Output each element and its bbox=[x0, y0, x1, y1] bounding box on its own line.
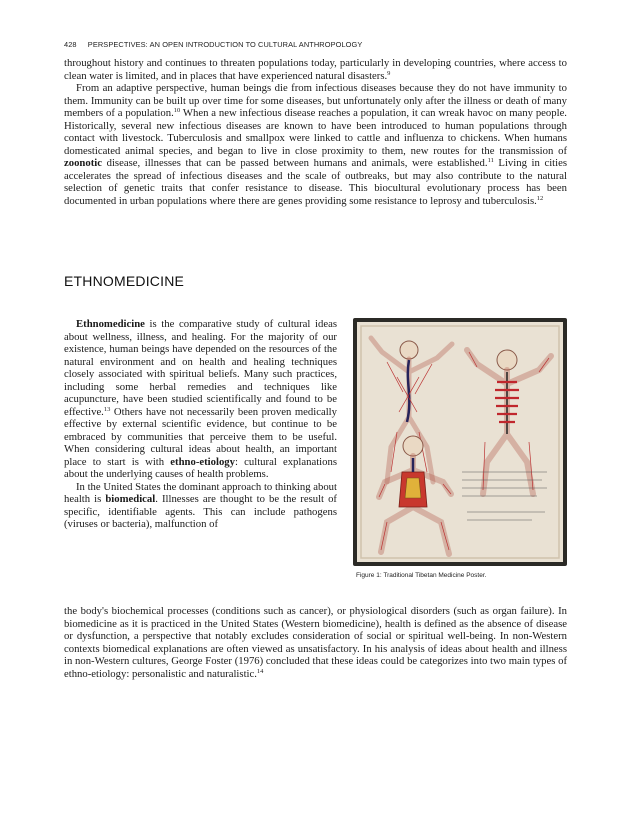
ethnomedicine-column bbox=[64, 318, 337, 531]
paragraph-ethnomedicine-definition: Ethnomedicine is the comparative study of cultural ideas about wellness, illness, and healing. For the majority of our existence, human beings have depended on the resources of the natural environment and on health and healing techniques closely associated with spiritual beliefs. Many such practices, including some herbal remedies and techniques like acupuncture, have been studied scientifically and found to be effective.$^{13}$ Others have not necessarily been proven medically effective by external scientific evidence, but continue to be embraced by communities that perceive them to be useful. When considering cultural ideas about health, an important place to start is with ethno-etiology: cultural explanations about the underlying causes of health problems. bbox=[64, 318, 337, 480]
top-text-block bbox=[64, 57, 567, 207]
tibetan-medicine-poster-figure bbox=[353, 318, 567, 566]
footnote-ref[interactable]: 12 bbox=[536, 194, 544, 202]
footnote-ref[interactable]: 14 bbox=[256, 667, 264, 675]
figure-caption: Figure 1: Traditional Tibetan Medicine Poster. bbox=[356, 572, 487, 579]
bottom-text-block bbox=[64, 605, 567, 680]
running-header bbox=[64, 40, 564, 49]
paragraph-biomedicine-continuation: the body's biochemical processes (conditions such as cancer), or physiological disorders (such as organ failure). In biomedicine as it is practiced in the United States (Western biomedicine), health is defined as the absence of disease or dysfunction, a perspective that notably excludes consideration of social or spiritual well-being. In non-Western contexts biomedical explanations are often viewed as unsatisfactory. In his analysis of ideas about health and illness in non-Western cultures, George Foster (1976) concluded that these ideas could be categorizes into two main types of ethno-etiology: personalistic and naturalistic.$^{14}$ bbox=[64, 605, 567, 680]
footnote-ref[interactable]: 9 bbox=[387, 69, 391, 77]
term-ethnomedicine: Ethnomedicine bbox=[76, 318, 145, 330]
footnote-ref[interactable]: 10 bbox=[173, 107, 181, 114]
footnote-ref[interactable]: 13 bbox=[103, 405, 111, 413]
term-zoonotic: zoonotic bbox=[64, 157, 102, 169]
term-ethno-etiology: ethno-etiology bbox=[170, 455, 235, 468]
section-heading: ETHNOMEDICINE bbox=[64, 273, 185, 289]
paragraph-continuation: throughout history and continues to threaten populations today, particularly in developing countries, where access to clean water is limited, and in places that have experienced natural disasters.$^9$ bbox=[64, 57, 567, 82]
term-biomedical: biomedical bbox=[105, 493, 156, 505]
paragraph-biomedical: In the United States the dominant approach to thinking about health is biomedical. Illnesses are thought to be the result of specific, identifiable agents. This can include pathogens (viruses or bacteria), malfunction of bbox=[64, 480, 337, 530]
page-number: 428 bbox=[64, 40, 77, 49]
tibetan-medicine-poster-image bbox=[357, 322, 563, 562]
paragraph-adaptive-perspective: From an adaptive perspective, human beings die from infectious diseases because they do not have immunity to them. Immunity can be built up over time for some diseases, but unfortunately only after the illness or death of many members of a population.$^{10}$ When a new infectious disease reaches a population, it can wreak havoc on many people. Historically, several new infectious diseases are known to have been introduced to human populations through contact with livestock. Tuberculosis and smallpox were linked to cattle and influenza to chickens. When humans domesticated animal species, and began to live in close proximity to them, new routes for the transmission of zoonotic disease, illnesses that can be passed between humans and animals, were established.$^{11}$ Living in cities accelerates the spread of infectious diseases and the scale of outbreaks, but may also contribute to the natural selection of genetic traits that confer resistance to disease. This biocultural evolutionary process has been documented in urban populations where there are genes providing some resistance to leprosy and tuberculosis.$^{12}$ bbox=[64, 82, 568, 207]
footnote-ref[interactable]: 11 bbox=[487, 157, 494, 164]
running-title: PERSPECTIVES: AN OPEN INTRODUCTION TO CULTURAL ANTHROPOLOGY bbox=[87, 40, 363, 49]
